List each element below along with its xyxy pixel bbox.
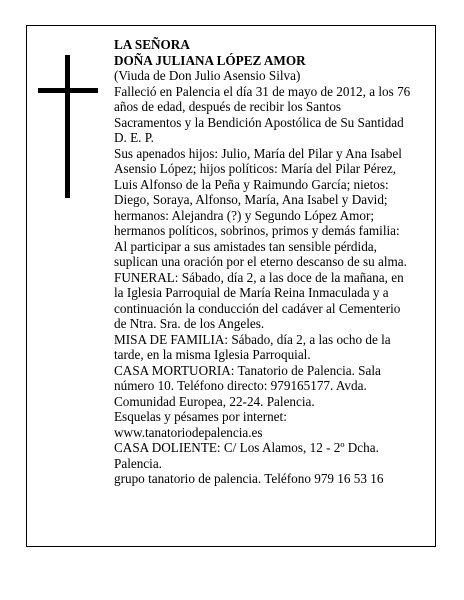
paragraph-line: www.tanatoriodepalencia.es (114, 424, 263, 440)
paragraph-line: Luis Alfonso de la Peña y Raimundo García; nietos: (114, 176, 389, 192)
widow-subtitle: (Viuda de Don Julio Asensio Silva) (114, 68, 301, 83)
paragraph-line: grupo tanatorio de palencia. Teléfono 979 16 53 16 (114, 471, 384, 486)
paragraph-family-home-info (114, 440, 426, 471)
paragraph-line: D. E. P. (114, 130, 154, 145)
obituary-text (114, 37, 426, 487)
paragraph-line: FUNERAL: Sábado, día 2, a las doce de la mañana, en (114, 269, 404, 285)
paragraph-family-mass-info (114, 332, 426, 363)
paragraph-line: MISA DE FAMILIA: Sábado, día 2, a las ocho de la (114, 331, 391, 347)
paragraph-line: Sus apenados hijos: Julio, María del Pilar y Ana Isabel (114, 145, 402, 161)
paragraph-line: CASA DOLIENTE: C/ Los Alamos, 12 - 2º Dcha. (114, 440, 379, 455)
paragraph-line: Comunidad Europea, 22-24. Palencia. (114, 393, 315, 409)
paragraph-family-mourners (114, 146, 426, 270)
paragraph-line: número 10. Teléfono directo: 979165177. Avda. (114, 378, 367, 393)
paragraph-line: Falleció en Palencia el día 31 de mayo de 2012, a los 76 (114, 83, 411, 99)
paragraph-line: suplican una oración por el eterno descanso de su alma. (114, 254, 407, 269)
paragraph-line: hermanos políticos, sobrinos, primos y demás familia: (114, 223, 400, 238)
latin-cross-icon (38, 55, 98, 198)
obituary-paragraphs (114, 84, 426, 487)
paragraph-online-condolences (114, 409, 426, 440)
paragraph-line: Esquelas y pésames por internet: (114, 409, 287, 424)
paragraph-line: Palencia. (114, 455, 162, 471)
paragraph-line: hermanos: Alejandra (?) y Segundo López Amor; (114, 207, 375, 223)
paragraph-line: años de edad, después de recibir los Santos (114, 99, 342, 114)
paragraph-line: continuación la conducción del cadáver al Cementerio (114, 300, 401, 316)
deceased-name: DOÑA JULIANA LÓPEZ AMOR (114, 52, 306, 68)
paragraph-line: Asensio López; hijos políticos: María del Pilar Pérez, (114, 161, 397, 176)
paragraph-line: Sacramentos y la Bendición Apostólica de Su Santidad (114, 114, 404, 130)
paragraph-mortuary-info (114, 363, 426, 410)
paragraph-line: de Ntra. Sra. de los Angeles. (114, 316, 265, 331)
paragraph-funeral-info (114, 270, 426, 332)
paragraph-death-announcement (114, 84, 426, 146)
paragraph-line: Diego, Soraya, Alfonso, María, Ana Isabel y David; (114, 192, 388, 207)
paragraph-line: CASA MORTUORIA: Tanatorio de Palencia. Sala (114, 362, 381, 378)
paragraph-funeral-home-contact (114, 471, 426, 487)
paragraph-line: la Iglesia Parroquial de María Reina Inmaculada y a (114, 285, 389, 300)
paragraph-line: tarde, en la misma Iglesia Parroquial. (114, 347, 311, 362)
title-line-1: LA SEÑORA (114, 37, 190, 52)
paragraph-line: Al participar a sus amistades tan sensible pérdida, (114, 238, 377, 254)
